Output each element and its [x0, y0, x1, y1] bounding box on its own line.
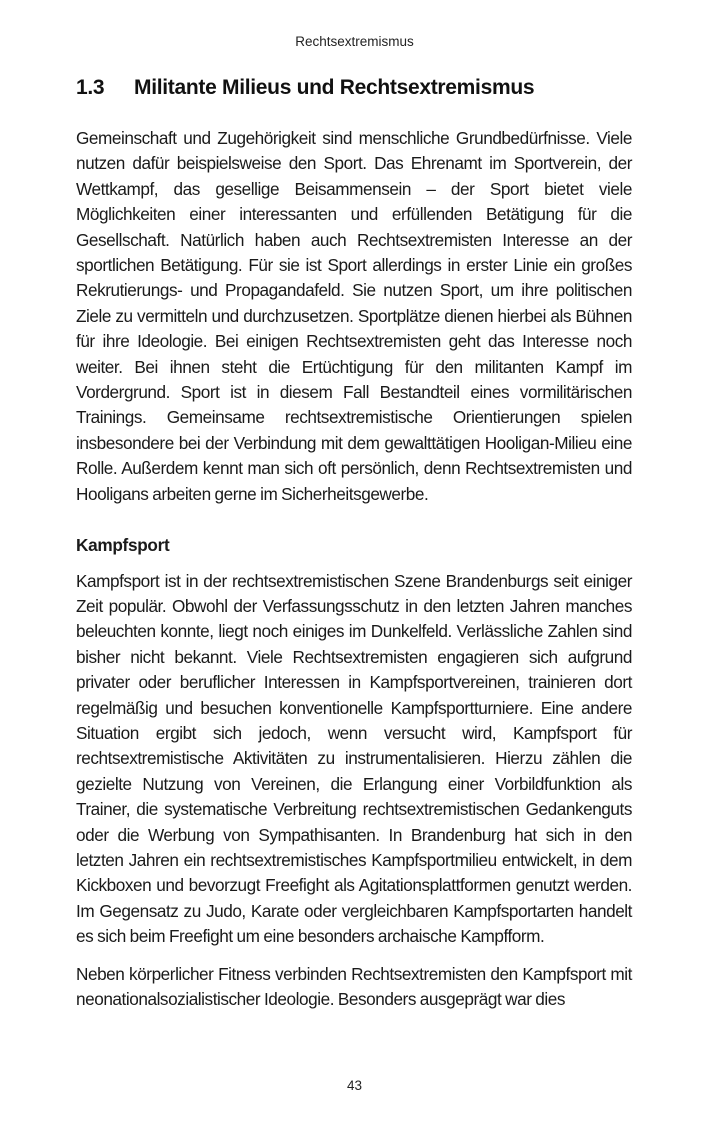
section-heading — [76, 76, 632, 100]
running-header: Rechtsextremismus — [295, 34, 414, 49]
subsection-heading: Kampfsport — [76, 535, 170, 556]
body-paragraph-kampfsport: Kampfsport ist in der rechtsextremistischen Szene Brandenburgs seit einiger Zeit populär. Obwohl der Verfassungsschutz in den letzten Jahren manches beleuchten konnte, liegt noch einiges im Dunkelfeld. Verlässliche Zahlen sind bisher nicht bekannt. Viele Rechtsextremisten engagieren sich aufgrund privater oder beruflicher Interessen in Kampfsportvereinen, trainieren dort regelmäßig und besuchen konventionelle Kampfsportturniere. Eine andere Situation ergibt sich jedoch, wenn versucht wird, Kampfsport für rechtsextremistische Aktivitäten zu instrumentalisieren. Hierzu zählen die gezielte Nutzung von Vereinen, die Erlangung einer Vorbildfunktion als Trainer, die systematische Verbreitung rechtsextremistischen Gedankenguts oder die Werbung von Sympathisanten. In Brandenburg hat sich in den letzten Jahren ein rechtsextremistisches Kampfsportmilieu entwickelt, in dem Kickboxen und bevorzugt Freefight als Agitationsplattformen genutzt werden. Im Gegensatz zu Judo, Karate oder vergleichbaren Kampfsportarten handelt es sich beim Freefight um eine besonders archaische Kampfform. — [76, 570, 632, 947]
section-title: Militante Milieus und Rechtsextremismus — [134, 76, 535, 99]
page-body — [76, 76, 632, 1024]
body-paragraph-intro: Gemeinschaft und Zugehörigkeit sind menschliche Grundbedürfnisse. Viele nutzen dafür beispielsweise den Sport. Das Ehrenamt im Sportverein, der Wettkampf, das gesellige Beisammensein – der Sport bietet viele Möglichkeiten einer interessanten und erfüllenden Betätigung für die Gesellschaft. Natürlich haben auch Rechtsextremisten Interesse an der sportlichen Betätigung. Für sie ist Sport allerdings in erster Linie ein großes Rekrutierungs- und Propagandafeld. Sie nutzen Sport, um ihre politischen Ziele zu vermitteln und durchzusetzen. Sportplätze dienen hierbei als Bühnen für ihre Ideologie. Bei einigen Rechtsextremisten geht das Interesse noch weiter. Bei ihnen steht die Ertüchtigung für den militanten Kampf im Vordergrund. Sport ist in diesem Fall Bestandteil eines vormilitärischen Trainings. Gemeinsame rechtsextremistische Orientierungen spielen insbesondere bei der Verbindung mit dem gewalttätigen Hooligan-Milieu eine Rolle. Außerdem kennt man sich oft persönlich, denn Rechtsextremisten und Hooligans arbeiten gerne im Sicherheitsgewerbe. — [76, 128, 632, 504]
body-paragraph-continuation: Neben körperlicher Fitness verbinden Rechtsextremisten den Kampfsport mit neonationalsozialistischer Ideologie. Besonders ausgeprägt war dies — [76, 963, 632, 1009]
section-number: 1.3 — [76, 76, 105, 99]
page-number: 43 — [346, 1078, 363, 1093]
